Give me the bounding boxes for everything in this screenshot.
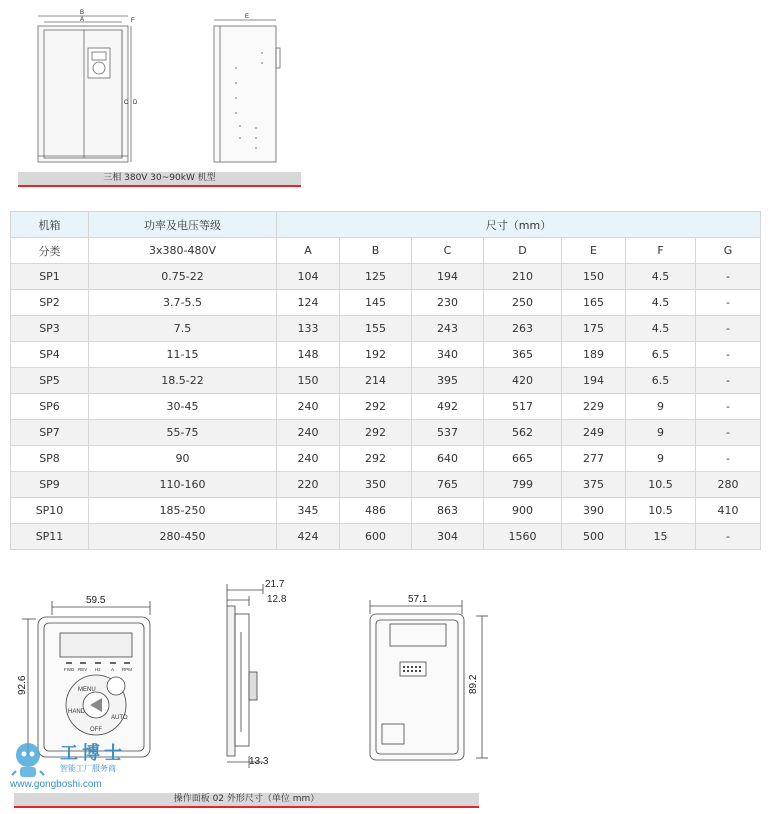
table-cell: 375 [562,472,626,498]
table-cell: 424 [277,524,340,550]
dim-label-f: F [131,18,135,24]
table-cell: 863 [412,498,484,524]
table-cell: 10.5 [626,472,696,498]
table-cell: 304 [412,524,484,550]
dim-label-e: E [245,14,250,20]
table-row [11,290,761,316]
dimension-table [10,211,761,550]
table-cell: 280 [696,472,761,498]
table-cell: 9 [626,446,696,472]
table-cell: 345 [277,498,340,524]
table-cell: 249 [562,420,626,446]
table-cell: 350 [340,472,412,498]
table-cell: 11-15 [89,342,277,368]
table-cell: 517 [484,394,562,420]
table-cell: 765 [412,472,484,498]
table-cell: SP3 [11,316,89,342]
table-cell: 410 [696,498,761,524]
table-cell: SP9 [11,472,89,498]
key-label-a: A [111,667,115,672]
header-cell: D [484,238,562,264]
table-cell: - [696,342,761,368]
table-row [11,264,761,290]
table-cell: 194 [412,264,484,290]
table-cell: 214 [340,368,412,394]
dim-label-c: C [124,100,129,106]
table-cell: 145 [340,290,412,316]
table-cell: 292 [340,446,412,472]
table-cell: 55-75 [89,420,277,446]
table-cell: 15 [626,524,696,550]
table-cell: 4.5 [626,316,696,342]
table-cell: SP2 [11,290,89,316]
table-cell: 148 [277,342,340,368]
table-cell: 110-160 [89,472,277,498]
drive-outline-drawing [18,8,308,178]
table-cell: 189 [562,342,626,368]
panel-side-drawing [205,572,295,777]
table-row [11,368,761,394]
table-cell: - [696,394,761,420]
table-cell: 240 [277,394,340,420]
table-row [11,472,761,498]
table-cell: 277 [562,446,626,472]
table-cell: 133 [277,316,340,342]
header-cell: 机箱 [11,212,89,238]
drive-side-view [214,20,280,162]
button-off-label: OFF [90,727,102,733]
table-cell: - [696,290,761,316]
table-cell: 0.75-22 [89,264,277,290]
panel-back-drawing [360,590,500,775]
table-cell: 175 [562,316,626,342]
dim-label-d: D [133,100,138,106]
table-cell: 220 [277,472,340,498]
header-cell: 尺寸（mm） [277,212,761,238]
table-cell: 250 [484,290,562,316]
table-cell: 240 [277,446,340,472]
table-header-row-2 [11,238,761,264]
dim-label-a: A [80,17,85,23]
table-cell: - [696,524,761,550]
key-label-hz: Hz [95,667,101,672]
table-cell: 799 [484,472,562,498]
table-cell: 243 [412,316,484,342]
header-cell: 分类 [11,238,89,264]
table-cell: 562 [484,420,562,446]
dim-side-body: 12.8 [267,594,287,605]
gongboshi-watermark [10,737,140,797]
table-cell: 9 [626,420,696,446]
table-cell: 18.5-22 [89,368,277,394]
table-cell: 4.5 [626,264,696,290]
table-cell: 420 [484,368,562,394]
table-cell: - [696,264,761,290]
drive-front-view [38,16,131,162]
table-cell: 900 [484,498,562,524]
table-row [11,342,761,368]
table-cell: SP11 [11,524,89,550]
table-cell: SP4 [11,342,89,368]
button-hand-label: HAND [68,709,86,715]
header-cell: B [340,238,412,264]
header-cell: E [562,238,626,264]
table-cell: SP6 [11,394,89,420]
table-cell: 104 [277,264,340,290]
table-cell: SP10 [11,498,89,524]
table-cell: 486 [340,498,412,524]
table-cell: - [696,368,761,394]
table-row [11,498,761,524]
dim-back-width: 57.1 [408,594,428,605]
table-cell: 263 [484,316,562,342]
table-cell: 340 [412,342,484,368]
table-row [11,316,761,342]
header-cell: F [626,238,696,264]
table-cell: 1560 [484,524,562,550]
table-cell: 30-45 [89,394,277,420]
table-cell: 4.5 [626,290,696,316]
table-cell: 280-450 [89,524,277,550]
table-cell: 6.5 [626,368,696,394]
table-cell: SP8 [11,446,89,472]
table-cell: 229 [562,394,626,420]
dim-side-bottom: 13.3 [249,756,269,767]
watermark-brand: 工博士 [60,743,126,764]
table-cell: 395 [412,368,484,394]
dim-front-width: 59.5 [86,595,106,606]
dim-label-b: B [80,10,85,16]
key-label-fwd: FWD [64,667,75,672]
table-cell: 150 [562,264,626,290]
table-cell: 230 [412,290,484,316]
table-cell: 3.7-5.5 [89,290,277,316]
table-cell: 194 [562,368,626,394]
watermark-tagline: 智能工厂服务商 [60,764,116,773]
header-cell: G [696,238,761,264]
table-cell: 500 [562,524,626,550]
table-cell: SP5 [11,368,89,394]
button-menu-label: MENU [78,687,96,693]
table-cell: 185-250 [89,498,277,524]
table-cell: 537 [412,420,484,446]
table-row [11,394,761,420]
table-cell: SP1 [11,264,89,290]
table-cell: 124 [277,290,340,316]
table-cell: 640 [412,446,484,472]
dim-front-height: 92.6 [17,675,28,695]
header-cell: A [277,238,340,264]
table-cell: 125 [340,264,412,290]
table-cell: 6.5 [626,342,696,368]
table-cell: 292 [340,394,412,420]
table-cell: 390 [562,498,626,524]
header-cell: 3x380-480V [89,238,277,264]
table-cell: 210 [484,264,562,290]
panel-drawing-caption: 操作面板 02 外形尺寸（单位 mm） [14,793,479,808]
table-cell: 292 [340,420,412,446]
table-cell: SP7 [11,420,89,446]
table-cell: - [696,446,761,472]
table-cell: 10.5 [626,498,696,524]
table-cell: 240 [277,420,340,446]
header-cell: 功率及电压等级 [89,212,277,238]
table-cell: 90 [89,446,277,472]
table-cell: 9 [626,394,696,420]
table-cell: 665 [484,446,562,472]
key-label-rev: REV [78,667,88,672]
dim-side-depth: 21.7 [265,579,285,590]
table-row [11,420,761,446]
table-cell: 192 [340,342,412,368]
button-auto-label: AUTO [111,715,128,721]
dim-back-height: 89.2 [468,674,479,694]
table-row [11,524,761,550]
table-cell: 365 [484,342,562,368]
table-cell: 155 [340,316,412,342]
table-cell: 600 [340,524,412,550]
table-cell: - [696,420,761,446]
header-cell: C [412,238,484,264]
top-drawing-caption: 三相 380V 30~90kW 机型 [18,172,301,187]
table-cell: 7.5 [89,316,277,342]
table-cell: 492 [412,394,484,420]
key-label-rpm: RPM [122,667,132,672]
watermark-site: www.gongboshi.com [10,779,102,790]
robot-mascot-icon [10,737,54,783]
table-cell: - [696,316,761,342]
table-row [11,446,761,472]
table-cell: 165 [562,290,626,316]
table-header-row-1 [11,212,761,238]
table-cell: 150 [277,368,340,394]
